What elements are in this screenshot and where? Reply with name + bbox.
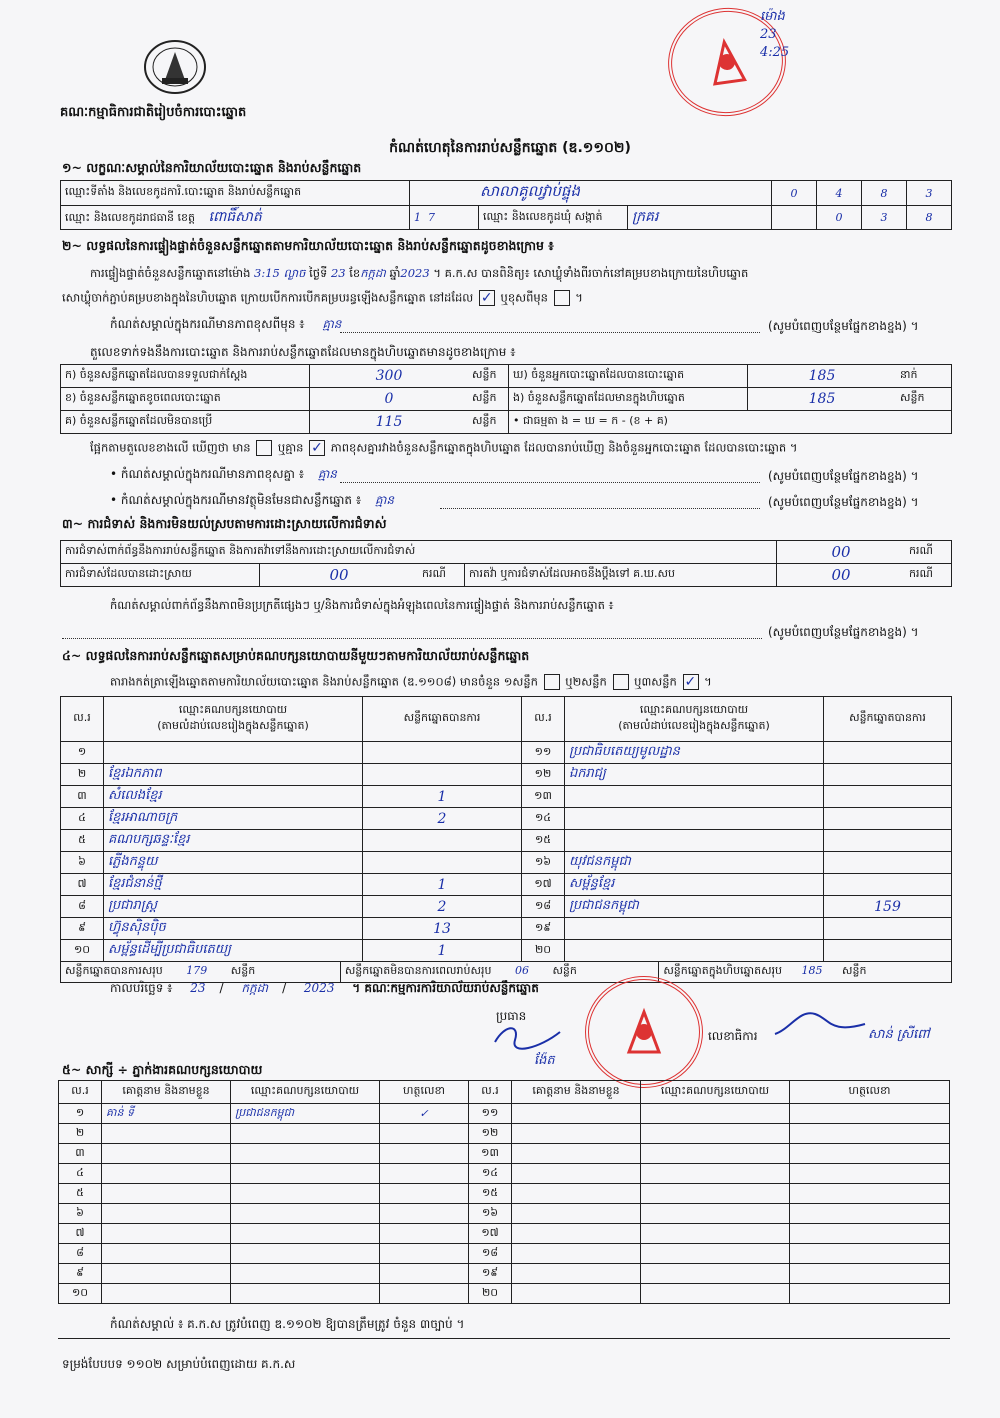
party-name (565, 940, 824, 962)
party-votes: 159 (824, 896, 952, 918)
form-footer: ទម្រង់បែបបទ ១១០២ សម្រាប់បំពេញដោយ គ.ក.ស (62, 1357, 296, 1371)
witness-party (231, 1264, 380, 1284)
province-value: ពោធិ៍សាត់ (208, 209, 262, 225)
section5-note: កំណត់សម្គាល់ ៖ គ.ក.ស ត្រូវបំពេញ ឌ.១១០២ ឱ្យបានត្រឹមត្រូវ ចំនួន ៣ច្បាប់ ។ (110, 1317, 465, 1331)
witness-signature (380, 1124, 469, 1144)
table-row (59, 1164, 950, 1184)
appeal-unit: ករណី (905, 564, 952, 587)
changed-checkbox[interactable] (554, 290, 570, 306)
party-votes (824, 764, 952, 786)
col-votes-right: សន្លឹកឆ្នោតបានការ (824, 697, 952, 742)
party-votes (824, 852, 952, 874)
col-party-right: ឈ្មោះគណបក្សនយោបាយ (តាមលំដាប់លេខរៀងក្នុងសន្លឹកឆ្នោត) (565, 697, 824, 742)
party-votes (363, 764, 522, 786)
row-no: ៦ (61, 852, 104, 874)
party-name: ប្រជាជនកម្ពុជា (565, 896, 824, 918)
party-name: ខ្មែរឯកភាព (104, 764, 363, 786)
total-in-box: 185 (801, 964, 823, 977)
witness-name (512, 1124, 641, 1144)
one-sheet-checkbox[interactable] (544, 674, 560, 690)
witness-signature (790, 1124, 950, 1144)
section1-title: ១~ លក្ខណៈសម្គាល់នៃការិយាល័យបោះឆ្នោត និងរាប់សន្លឹកឆ្នោត (62, 160, 362, 175)
witness-name (102, 1184, 231, 1204)
party-name: ប្រជារាស្ត្រ (104, 896, 363, 918)
totals-row: សន្លឹកឆ្នោតបានការសរុប 179 សន្លឹក សន្លឹកឆ្នោតមិនបានការពេលរាប់សរុប 06 សន្លឹក សន្លឹកឆ្នោតក្នុងហិបឆ្នោតសរុប 185 សន្លឹក (61, 962, 952, 983)
witness-name (102, 1224, 231, 1244)
witness-party (231, 1224, 380, 1244)
row-no: ១៥ (469, 1184, 512, 1204)
secretary-signature (770, 1004, 870, 1047)
official-stamp-bottom (585, 976, 703, 1088)
table-row (61, 852, 952, 874)
party-votes (824, 742, 952, 764)
row-no: ១៨ (522, 896, 565, 918)
section3-note-hint: (សូមបំពេញបន្ថែមផ្នែកខាងខ្នង) ។ (768, 625, 919, 639)
table-row (59, 1184, 950, 1204)
table-row (61, 830, 952, 852)
row-no: ៣ (59, 1144, 102, 1164)
unchanged-checkbox[interactable] (479, 290, 495, 306)
party-name (565, 808, 824, 830)
unused-unit: សន្លឹក (468, 411, 509, 434)
party-name: ហ៊្វុនស៊ិនប៉ិច (104, 918, 363, 940)
party-votes: 13 (363, 918, 522, 940)
in-box-label: ង) ចំនួនសន្លឹកឆ្នោតដែលមានក្នុងហិបឆ្នោត (509, 388, 748, 411)
complaint-table (60, 540, 952, 587)
witness-signature (380, 1244, 469, 1264)
row-no: ៣ (61, 786, 104, 808)
table-row (61, 786, 952, 808)
location-code-3: 8 (862, 181, 907, 206)
table-row (59, 1284, 950, 1304)
witness-name (512, 1204, 641, 1224)
voters-label: ឃ) ចំនួនអ្នកបោះឆ្នោតដែលបានបោះឆ្នោត (509, 365, 748, 388)
committee-name: គណៈកម្មាធិការជាតិរៀបចំការបោះឆ្នោត (60, 105, 247, 120)
witness-party (641, 1104, 790, 1124)
table-row (59, 1244, 950, 1264)
table-row (59, 1264, 950, 1284)
appeal-value: 00 (777, 564, 906, 587)
witness-party (231, 1244, 380, 1264)
section3-note: កំណត់សម្គាល់ពាក់ព័ន្ធនឹងភាពមិនប្រក្រតីផ្សេងៗ ឬ/និងការជំទាស់ក្នុងអំឡុងពេលនៃការផ្ទៀងផ្ទាត់ និងការរាប់សន្លឹកឆ្នោត ៖ (110, 598, 614, 612)
spoiled-value: 0 (310, 388, 469, 411)
note3: • កំណត់សម្គាល់ក្នុងករណីមានវត្ថុមិនមែនជាសន្លឹកឆ្នោត ៖ គ្មាន (110, 493, 395, 507)
witness-signature (380, 1144, 469, 1164)
row-no: ៩ (59, 1264, 102, 1284)
table-row (61, 742, 952, 764)
row-no: ១៣ (522, 786, 565, 808)
complaint-value: 00 (777, 541, 906, 564)
has-diff-checkbox[interactable] (256, 440, 272, 456)
location-label: ឈ្មោះទីតាំង និងលេខកូដការិ.បោះឆ្នោត និងរាប់សន្លឹកឆ្នោត (61, 181, 410, 206)
row-no: ១០ (61, 940, 104, 962)
note2: • កំណត់សម្គាល់ក្នុងករណីមានភាពខុសគ្នា ៖ គ្មាន (110, 467, 337, 481)
party-rows (61, 742, 952, 962)
witness-name (102, 1244, 231, 1264)
witness-party (641, 1204, 790, 1224)
col-no: ល.រ (61, 697, 104, 742)
note1: កំណត់សម្គាល់ក្នុងករណីមានភាពខុសពីមុន ៖ គ្មាន (110, 317, 342, 331)
table-row (59, 1104, 950, 1124)
row-no: ១៩ (522, 918, 565, 940)
party-votes (824, 874, 952, 896)
unused-label: គ) ចំនួនសន្លឹកឆ្នោតដែលមិនបានប្រើ (61, 411, 310, 434)
party-votes (824, 940, 952, 962)
row-no: ៧ (61, 874, 104, 896)
witness-signature (790, 1184, 950, 1204)
party-name: សម្ព័ន្ធខ្មែរ (565, 874, 824, 896)
verification-line2: សោឃ្លុំចាក់ភ្ជាប់គម្របខាងក្នុងនៃហិបឆ្នោត ក្រោយបើកការបើកគម្របរន្ធឡើងសន្លឹកឆ្នោត នៅដដែល ✓ ឬខុសពីមុន ។ (62, 290, 583, 308)
party-votes: 1 (363, 786, 522, 808)
total-invalid: 06 (514, 964, 529, 977)
witness-signature (380, 1284, 469, 1304)
row-no: ១៧ (469, 1224, 512, 1244)
table-row (61, 764, 952, 786)
party-votes (824, 786, 952, 808)
row-no: ១១ (469, 1104, 512, 1124)
party-votes: 2 (363, 896, 522, 918)
party-name (565, 786, 824, 808)
witness-party (641, 1184, 790, 1204)
row-no: ១៤ (469, 1164, 512, 1184)
resolved-unit: ករណី (418, 564, 465, 587)
spoiled-unit: សន្លឹក (468, 388, 509, 411)
witness-table: ល.រ គោត្តនាម និងនាមខ្លួន ឈ្មោះគណបក្សនយោបាយ ហត្ថលេខា ល.រ គោត្តនាម និងនាមខ្លួន ឈ្មោះគណបក្សនយោបាយ ហត្ថលេខា ១ គាន់ ទី ប្រជាជនកម្ពុជា ✓ ១១ ២ ១២ ៣ ១៣ ៤ ១៤ ៥ ១៥ ៦ ១៦ ៧ ១៧ ៨ ១៨ ៩ ១៩ ១០ ២០ (58, 1080, 950, 1304)
received-unit: សន្លឹក (468, 365, 509, 388)
president-label: ប្រធាន (496, 1009, 527, 1023)
party-name: ខ្មែរអាណាចក្រ (104, 808, 363, 830)
witness-name (102, 1164, 231, 1184)
witness-signature (380, 1184, 469, 1204)
party-name: សំលេងខ្មែរ (104, 786, 363, 808)
row-no: ១៤ (522, 808, 565, 830)
table-row (61, 896, 952, 918)
witness-party (231, 1144, 380, 1164)
row-no: ៩ (61, 918, 104, 940)
witness-party (641, 1264, 790, 1284)
party-name: ឯករាជ្យ (565, 764, 824, 786)
appeal-label: ការតវ៉ា ឬការជំទាស់ដែលអាចនឹងប្តឹងទៅ គ.ឃ.សប (465, 564, 777, 587)
row-no: ៥ (61, 830, 104, 852)
commune-code-2: 3 (862, 206, 907, 230)
witness-name (102, 1284, 231, 1304)
witness-signature (790, 1244, 950, 1264)
party-name: គណបក្សឆន្ទៈខ្មែរ (104, 830, 363, 852)
row-no: ១០ (59, 1284, 102, 1304)
witness-signature (790, 1144, 950, 1164)
witness-party (641, 1244, 790, 1264)
commune-label: ឈ្មោះ និងលេខកូដឃុំ សង្កាត់ (479, 206, 628, 230)
row-no: ១ (61, 742, 104, 764)
document-title: កំណត់ហេតុនៃការរាប់សន្លឹកឆ្នោត (ឌ.១១០២) (389, 140, 631, 156)
witness-signature (790, 1284, 950, 1304)
witness-name (512, 1104, 641, 1124)
row-no: ៨ (61, 896, 104, 918)
section4-title: ៤~ លទ្ធផលនៃការរាប់សន្លឹកឆ្នោតសម្រាប់គណបក្សនយោបាយនីមួយៗតាមការិយាល័យរាប់សន្លឹកឆ្នោត (62, 648, 530, 663)
note2-hint: (សូមបំពេញបន្ថែមផ្នែកខាងខ្នង) ។ (768, 469, 919, 483)
row-no: ៦ (59, 1204, 102, 1224)
sheet-count-line: តារាងកត់ត្រាឡើងឆ្នោតតាមការិយាល័យបោះឆ្នោត និងរាប់សន្លឹកឆ្នោត (ឌ.១១០៨) មានចំនួន ១សន្លឹក ឬ២សន្លឹក ឬ៣សន្លឹក ✓ ។ (110, 674, 712, 692)
witness-party (231, 1204, 380, 1224)
witness-name (512, 1244, 641, 1264)
row-no: ២០ (522, 940, 565, 962)
received-value: 300 (310, 365, 469, 388)
three-sheet-checkbox[interactable] (683, 674, 699, 690)
party-name (565, 830, 824, 852)
complaint-label: ការជំទាស់ពាក់ព័ន្ធនឹងការរាប់សន្លឹកឆ្នោត និងការតវ៉ាទៅនឹងការដោះស្រាយលើការជំទាស់ (61, 541, 777, 564)
row-no: ១៦ (469, 1204, 512, 1224)
commune-value: ក្រគរ (628, 206, 772, 230)
location-code-1: 0 (772, 181, 817, 206)
witness-party (641, 1284, 790, 1304)
table-row (59, 1144, 950, 1164)
witness-name (102, 1144, 231, 1164)
section2-title: ២~ លទ្ធផលនៃការផ្ទៀងផ្ទាត់ចំនួនសន្លឹកឆ្នោតតាមការិយាល័យបោះឆ្នោត និងរាប់សន្លឹកឆ្នោតដូចខាងក្រោម ៖ (62, 238, 554, 253)
witness-party (231, 1164, 380, 1184)
witness-party: ប្រជាជនកម្ពុជា (231, 1104, 380, 1124)
table-row (59, 1224, 950, 1244)
resolved-value: 00 (260, 564, 419, 587)
row-no: ១១ (522, 742, 565, 764)
witness-signature (380, 1204, 469, 1224)
total-valid: 179 (186, 964, 208, 977)
table-row (61, 918, 952, 940)
witness-party (641, 1164, 790, 1184)
witness-name (102, 1204, 231, 1224)
row-no: ២ (59, 1124, 102, 1144)
col-party: ឈ្មោះគណបក្សនយោបាយ (តាមលំដាប់លេខរៀងក្នុងសន្លឹកឆ្នោត) (104, 697, 363, 742)
row-no: ១២ (469, 1124, 512, 1144)
party-name: យុវជនកម្ពុជា (565, 852, 824, 874)
row-no: ៨ (59, 1244, 102, 1264)
witness-name (512, 1144, 641, 1164)
party-votes: 2 (363, 808, 522, 830)
stamp-note: ម៉ោង 23 4:25 (760, 9, 790, 60)
row-no: ៤ (61, 808, 104, 830)
witness-signature: ✓ (380, 1104, 469, 1124)
president-name: ង៉ែត (534, 1053, 555, 1068)
row-no: ១៣ (469, 1144, 512, 1164)
witness-name (512, 1224, 641, 1244)
witness-signature (790, 1264, 950, 1284)
row-no: ១២ (522, 764, 565, 786)
table-row (61, 874, 952, 896)
president-signature (490, 1022, 570, 1057)
party-votes (824, 808, 952, 830)
party-votes: 1 (363, 940, 522, 962)
compare-line: ផ្អែកតាមតួលេខខាងលើ ឃើញថា មាន ឬគ្មាន ✓ ភាពខុសគ្នារវាងចំនួនសន្លឹកឆ្នោតក្នុងហិបឆ្នោត ដែលបានរាប់ឃើញ និងចំនួនអ្នកបោះឆ្នោត ដែលបានបោះឆ្នោត ។ (90, 440, 960, 458)
secretary-label: លេខាធិការ (708, 1029, 758, 1043)
province-code: 1 7 (410, 206, 479, 230)
table-row (61, 940, 952, 962)
party-votes: 1 (363, 874, 522, 896)
party-name (565, 918, 824, 940)
party-name: សម្ព័ន្ធដើម្បីប្រជាធិបតេយ្យ (104, 940, 363, 962)
received-label: ក) ចំនួនសន្លឹកឆ្នោតដែលបានទទួលជាក់ស្តែង (61, 365, 310, 388)
spoiled-label: ខ) ចំនួនសន្លឹកឆ្នោតខូចពេលបោះឆ្នោត (61, 388, 310, 411)
witness-party (641, 1124, 790, 1144)
witness-rows (59, 1104, 950, 1304)
party-votes (824, 918, 952, 940)
note3-hint: (សូមបំពេញបន្ថែមផ្នែកខាងខ្នង) ។ (768, 495, 919, 509)
party-votes (363, 742, 522, 764)
location-code-2: 4 (817, 181, 862, 206)
table-row (59, 1124, 950, 1144)
witness-signature (380, 1164, 469, 1184)
witness-signature (790, 1224, 950, 1244)
complaint-unit: ករណី (905, 541, 952, 564)
witness-signature (790, 1164, 950, 1184)
witness-party (231, 1184, 380, 1204)
voters-value: 185 (748, 365, 897, 388)
row-no: ១៨ (469, 1244, 512, 1264)
witness-signature (380, 1264, 469, 1284)
two-sheet-checkbox[interactable] (613, 674, 629, 690)
party-votes (363, 852, 522, 874)
no-diff-checkbox[interactable] (309, 440, 325, 456)
unused-value: 115 (310, 411, 469, 434)
witness-name (512, 1284, 641, 1304)
witness-signature (790, 1204, 950, 1224)
section5-title: ៥~ សាក្សី ÷ ភ្នាក់ងារគណបក្សនយោបាយ (62, 1062, 263, 1077)
witness-party (641, 1224, 790, 1244)
section3-title: ៣~ ការជំទាស់ និងការមិនយល់ស្របតាមការដោះស្រាយលើការជំទាស់ (62, 516, 387, 531)
party-votes (363, 830, 522, 852)
witness-name (102, 1264, 231, 1284)
note1-hint: (សូមបំពេញបន្ថែមផ្នែកខាងខ្នង) ។ (768, 319, 919, 333)
row-no: ៤ (59, 1164, 102, 1184)
row-no: ១៥ (522, 830, 565, 852)
table-row (59, 1204, 950, 1224)
location-value: សាលាគូលវ្វាប់ផ្ទុង (410, 181, 772, 206)
col-votes: សន្លឹកឆ្នោតបានការ (363, 697, 522, 742)
witness-signature (380, 1224, 469, 1244)
row-no: ៧ (59, 1224, 102, 1244)
party-name: ភ្លើងកន្ទុយ (104, 852, 363, 874)
row-no: ២០ (469, 1284, 512, 1304)
witness-party (641, 1144, 790, 1164)
table-row (61, 808, 952, 830)
witness-party (231, 1124, 380, 1144)
voters-unit: នាក់ (896, 365, 952, 388)
party-name (104, 742, 363, 764)
in-box-value: 185 (748, 388, 897, 411)
count-intro: តួលេខទាក់ទងនឹងការបោះឆ្នោត និងការរាប់សន្លឹកឆ្នោតដែលមានក្នុងហិបឆ្នោតមានដូចខាងក្រោម ៖ (90, 345, 516, 359)
row-no: ១៦ (522, 852, 565, 874)
witness-name (102, 1124, 231, 1144)
row-no: ១៧ (522, 874, 565, 896)
in-box-unit: សន្លឹក (896, 388, 952, 411)
row-no: ៥ (59, 1184, 102, 1204)
party-name: ប្រជាធិបតេយ្យមូលដ្ឋាន (565, 742, 824, 764)
commune-code-3: 8 (907, 206, 952, 230)
witness-name (512, 1164, 641, 1184)
row-no: ១ (59, 1104, 102, 1124)
formula: • ជាធម្មតា ង = ឃ = ក - (ខ + គ) (509, 411, 952, 434)
witness-name (512, 1264, 641, 1284)
row-no: ២ (61, 764, 104, 786)
ballot-count-table (60, 364, 952, 434)
party-votes (824, 830, 952, 852)
verification-line1: ការផ្ទៀងផ្ទាត់ចំនួនសន្លឹកឆ្នោតនៅម៉ោង 3:15 ល្ងាច ថ្ងៃទី 23 ខែកក្កដា ឆ្នាំ2023 ។ គ.ក.ស បានពិនិត្យ៖ សោឃ្លុំទាំងពីរចាក់នៅគម្របខាងក្រោយនៃហិបឆ្នោត (90, 266, 749, 280)
resolved-label: ការជំទាស់ដែលបានដោះស្រាយ (61, 564, 260, 587)
location-code-4: 3 (907, 181, 952, 206)
location-table (60, 180, 952, 230)
province-label: ឈ្មោះ និងលេខកូដរាជធានី ខេត្ត ពោធិ៍សាត់ (61, 206, 410, 230)
party-name: ខ្មែរជំនាន់ថ្មី (104, 874, 363, 896)
emblem-logo (140, 38, 210, 96)
witness-name (512, 1184, 641, 1204)
party-results-table (60, 696, 952, 983)
witness-party (231, 1284, 380, 1304)
commune-code-1: 0 (817, 206, 862, 230)
col-no-right: ល.រ (522, 697, 565, 742)
witness-signature (790, 1104, 950, 1124)
row-no: ១៩ (469, 1264, 512, 1284)
secretary-name: សាន់ ស្រីពៅ (868, 1027, 930, 1042)
witness-name: គាន់ ទី (102, 1104, 231, 1124)
date-line: កាលបរិច្ឆេទ ៖ 23 / កក្កដា / 2023 ។ គណៈកម្មការការិយាល័យរាប់សន្លឹកឆ្នោត (110, 981, 539, 995)
